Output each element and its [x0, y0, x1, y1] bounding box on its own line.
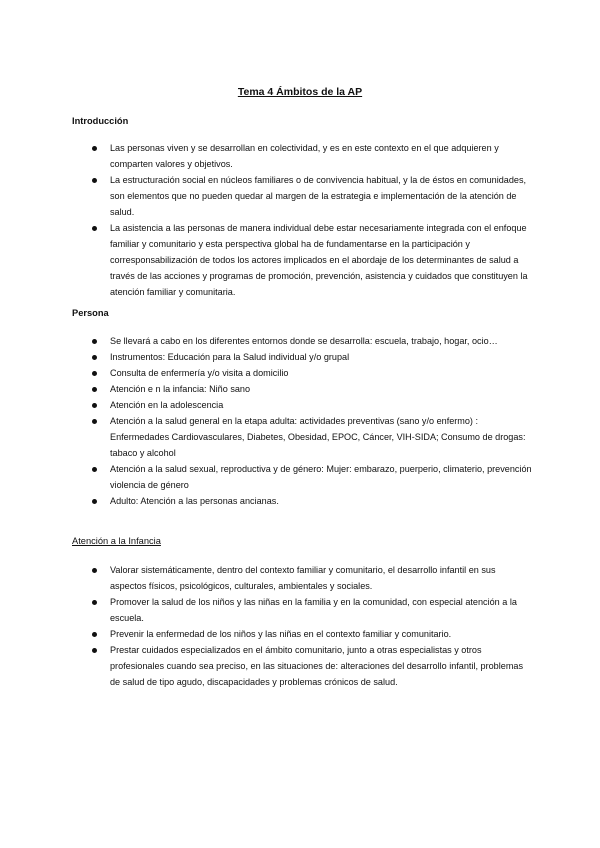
list-item: Las personas viven y se desarrollan en colectividad, y es en este contexto en el que adquieren y comparten valores y objetivos. [92, 140, 532, 172]
bullet-icon [92, 632, 97, 637]
list-item: Atención en la adolescencia [92, 397, 532, 413]
bullet-icon [92, 600, 97, 605]
bullet-icon [92, 355, 97, 360]
bullet-icon [92, 146, 97, 151]
list-item: Atención e n la infancia: Niño sano [92, 381, 532, 397]
section-heading-introduccion: Introducción [72, 116, 129, 126]
bullet-icon [92, 648, 97, 653]
bullet-icon [92, 387, 97, 392]
bullet-icon [92, 467, 97, 472]
bullet-icon [92, 419, 97, 424]
section-list-persona [92, 333, 532, 509]
section-heading-atencion-infancia: Atención a la Infancia [72, 536, 161, 546]
bullet-icon [92, 568, 97, 573]
list-item: Adulto: Atención a las personas ancianas. [92, 493, 532, 509]
list-item: Se llevará a cabo en los diferentes entornos donde se desarrolla: escuela, trabajo, hogar, ocio… [92, 333, 532, 349]
section-list-atencion-infancia [92, 562, 532, 690]
bullet-icon [92, 371, 97, 376]
bullet-icon [92, 403, 97, 408]
list-item: Valorar sistemáticamente, dentro del contexto familiar y comunitario, el desarrollo infantil en sus aspectos físicos, psicológicos, culturales, ambientales y sociales. [92, 562, 532, 594]
bullet-icon [92, 499, 97, 504]
bullet-icon [92, 226, 97, 231]
list-item: Atención a la salud sexual, reproductiva y de género: Mujer: embarazo, puerperio, climaterio, prevención violencia de género [92, 461, 532, 493]
list-item: Consulta de enfermería y/o visita a domicilio [92, 365, 532, 381]
bullet-icon [92, 339, 97, 344]
bullet-icon [92, 178, 97, 183]
document-title: Tema 4 Ámbitos de la AP [237, 86, 363, 98]
list-item: Instrumentos: Educación para la Salud individual y/o grupal [92, 349, 532, 365]
list-item: La asistencia a las personas de manera individual debe estar necesariamente integrada con el enfoque familiar y comunitario y esta perspectiva global ha de fundamentarse en la participación y corresponsabilización de todos los actores implicados en el abordaje de los determinantes de salud a través de las acciones y programas de promoción, prevención, asistencia y cuidados que constituyen la atención familiar y comunitaria. [92, 220, 532, 300]
list-item: Prevenir la enfermedad de los niños y las niñas en el contexto familiar y comunitario. [92, 626, 532, 642]
list-item: Atención a la salud general en la etapa adulta: actividades preventivas (sano y/o enfermo) : Enfermedades Cardiovasculares, Diabetes, Obesidad, EPOC, Cáncer, VIH-SIDA; Consumo de drogas: tabaco y alcohol [92, 413, 532, 461]
section-heading-persona: Persona [72, 308, 109, 318]
list-item: La estructuración social en núcleos familiares o de convivencia habitual, y la de éstos en comunidades, son elementos que no pueden quedar al margen de la estrategia e implementación de la atención de salud. [92, 172, 532, 220]
list-item: Prestar cuidados especializados en el ámbito comunitario, junto a otras especialistas y otros profesionales cuando sea preciso, en las situaciones de: alteraciones del desarrollo infantil, problemas de salud de tipo agudo, discapacidades y problemas crónicos de salud. [92, 642, 532, 690]
list-item: Promover la salud de los niños y las niñas en la familia y en la comunidad, con especial atención a la escuela. [92, 594, 532, 626]
section-list-introduccion [92, 140, 532, 300]
